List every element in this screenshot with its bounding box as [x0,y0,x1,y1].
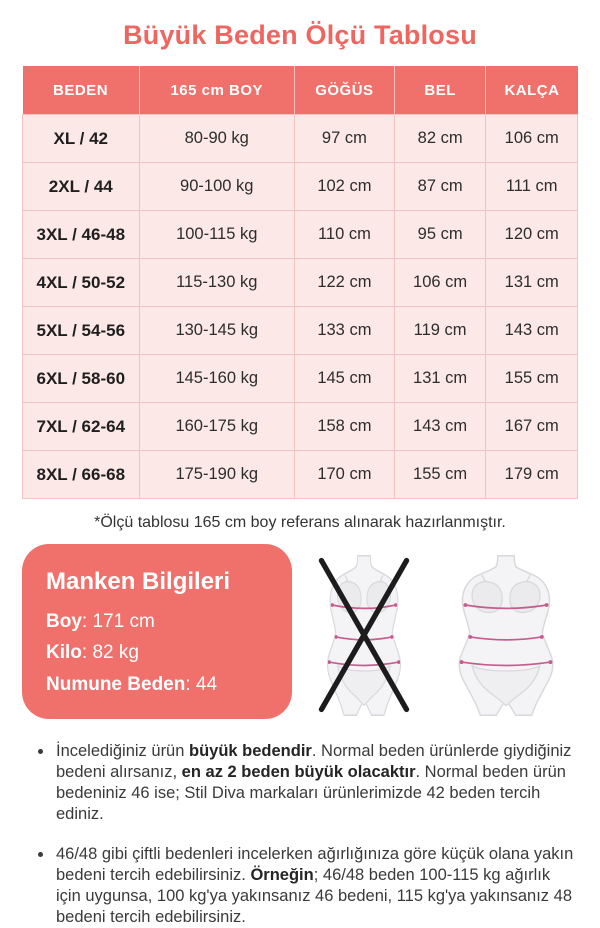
table-cell: 143 cm [394,403,486,451]
table-cell: 8XL / 66-68 [23,451,140,499]
table-cell: 160-175 kg [139,403,294,451]
table-cell: 158 cm [294,403,394,451]
table-cell: 130-145 kg [139,307,294,355]
table-cell: 4XL / 50-52 [23,259,140,307]
model-info-card [22,544,292,719]
table-cell: 122 cm [294,259,394,307]
table-cell: XL / 42 [23,115,140,163]
table-cell: 3XL / 46-48 [23,211,140,259]
table-cell: 82 cm [394,115,486,163]
fit-comparison-figures [292,544,578,718]
table-cell: 111 cm [486,163,578,211]
model-info-section [22,544,578,719]
plus-size-figure-icon [448,552,564,718]
table-row [23,211,578,259]
table-cell: 106 cm [486,115,578,163]
table-cell: 145 cm [294,355,394,403]
table-cell: 2XL / 44 [23,163,140,211]
bullet-double-size-note: • 46/48 gibi çiftli bedenleri incelerken ağırlığınıza göre küçük olana yakın bedeni tercih edebilirsiniz. Örneğin; 46/48 beden 100-115 kg ağırlık için uygunsa, 100 kg'ya yakınsanız 46 bedeni, 115 kg'ya yakınsanız 48 bedeni tercih edebilirsiniz. [54,844,578,928]
crossed-slim-figure-icon [306,552,422,718]
table-cell: 100-115 kg [139,211,294,259]
table-cell: 97 cm [294,115,394,163]
table-cell: 167 cm [486,403,578,451]
table-cell: 119 cm [394,307,486,355]
table-cell: 131 cm [394,355,486,403]
table-header-row [23,66,578,115]
table-cell: 115-130 kg [139,259,294,307]
model-height-line: Boy: 171 cm [46,611,155,632]
model-info-title: Manken Bilgileri [46,568,231,595]
table-cell: 120 cm [486,211,578,259]
column-header-kalca: KALÇA [486,66,578,115]
table-cell: 87 cm [394,163,486,211]
page-title: Büyük Beden Ölçü Tablosu [123,20,477,50]
model-weight-line: Kilo: 82 kg [46,642,139,664]
column-header-boy: 165 cm BOY [139,66,294,115]
table-row [23,115,578,163]
table-cell: 106 cm [394,259,486,307]
table-cell: 102 cm [294,163,394,211]
table-cell: 133 cm [294,307,394,355]
bullet-plus-size-note: • İncelediğiniz ürün büyük bedendir. Normal beden ürünlerde giydiğiniz bedeni alırsanız, en az 2 beden büyük olacaktır. Normal beden ürün bedeniniz 46 ise; Stil Diva markaları ürünlerimizde 42 beden tercih ediniz. [54,741,578,825]
table-cell: 95 cm [394,211,486,259]
table-cell: 175-190 kg [139,451,294,499]
table-cell: 170 cm [294,451,394,499]
table-cell: 155 cm [486,355,578,403]
column-header-bel: BEL [394,66,486,115]
table-cell: 80-90 kg [139,115,294,163]
table-row [23,403,578,451]
table-cell: 7XL / 62-64 [23,403,140,451]
table-cell: 155 cm [394,451,486,499]
column-header-gogus: GÖĞÜS [294,66,394,115]
table-cell: 90-100 kg [139,163,294,211]
table-row [23,451,578,499]
size-table [22,66,578,499]
table-cell: 5XL / 54-56 [23,307,140,355]
table-row [23,355,578,403]
table-cell: 110 cm [294,211,394,259]
table-reference-note: *Ölçü tablosu 165 cm boy referans alınarak hazırlanmıştır. [94,514,506,531]
column-header-beden: BEDEN [23,66,140,115]
table-cell: 131 cm [486,259,578,307]
table-row [23,163,578,211]
table-row [23,307,578,355]
table-row [23,259,578,307]
table-cell: 179 cm [486,451,578,499]
table-cell: 6XL / 58-60 [23,355,140,403]
table-cell: 143 cm [486,307,578,355]
size-table-body [23,115,578,499]
table-cell: 145-160 kg [139,355,294,403]
model-sample-size-line: Numune Beden: 44 [46,673,218,695]
